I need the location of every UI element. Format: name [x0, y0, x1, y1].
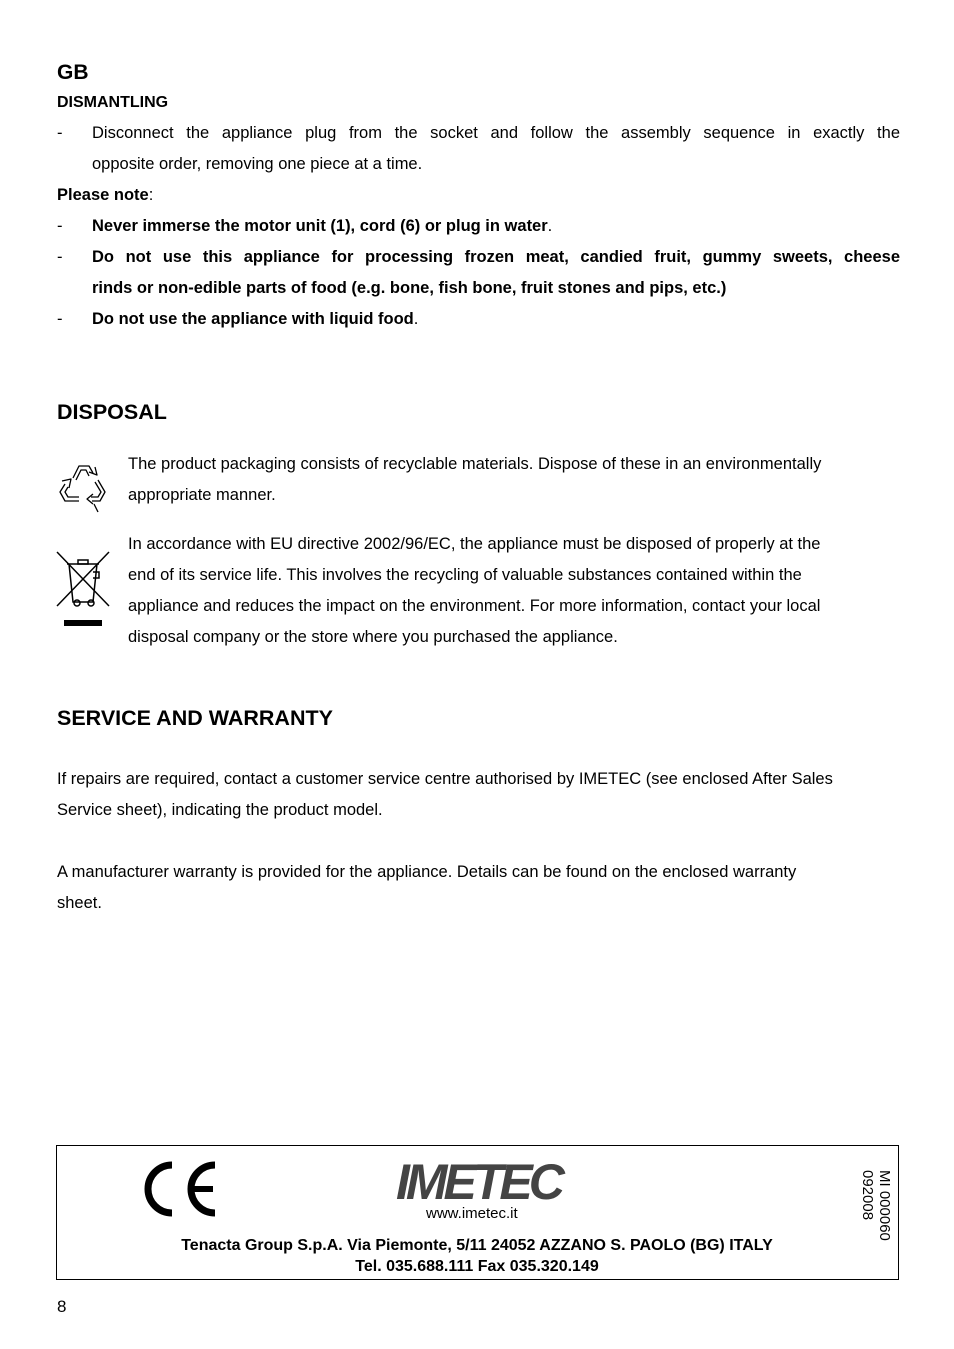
weee-line4: disposal company or the store where you purchased the appliance.: [128, 628, 618, 646]
weee-line2: end of its service life. This involves the recycling of valuable substances contained within the: [128, 566, 802, 584]
packaging-line2: appropriate manner.: [128, 486, 276, 504]
note-immerse-text: Never immerse the motor unit (1), cord (6) or plug in water.: [92, 217, 553, 235]
logo-text: IMETEC: [396, 1156, 561, 1206]
document-code-line1: MI 000060: [876, 1170, 893, 1241]
note-item-liquid: [57, 304, 900, 335]
repairs-line1: If repairs are required, contact a customer service centre authorised by IMETEC (see enclosed After Sales: [57, 770, 833, 788]
warranty-line1: A manufacturer warranty is provided for the appliance. Details can be found on the enclosed warranty: [57, 863, 797, 881]
document-code: [859, 1170, 933, 1260]
website: www.imetec.it: [426, 1205, 518, 1222]
recycling-icon: [55, 458, 113, 514]
page-number: 8: [57, 1297, 67, 1316]
dismantling-text-line1: Disconnect the appliance plug from the socket and follow the assembly sequence in exactly the: [92, 124, 900, 142]
ce-mark: [136, 1158, 218, 1220]
dismantling-item: [57, 118, 900, 180]
crossed-bin-icon: [53, 550, 113, 630]
bullet-dash: -: [57, 248, 63, 266]
note-frozen-line2: rinds or non-edible parts of food (e.g. bone, fish bone, fruit stones and pips, etc.): [92, 279, 727, 297]
note-item-immerse: [57, 211, 900, 242]
bullet-dash: -: [57, 217, 63, 235]
note-frozen-line1: Do not use this appliance for processing frozen meat, candied fruit, gummy sweets, cheese: [92, 248, 900, 266]
repairs-line2: Service sheet), indicating the product model.: [57, 801, 383, 819]
weee-line3: appliance and reduces the impact on the environment. For more information, contact your local: [128, 597, 821, 615]
bullet-dash: -: [57, 310, 63, 328]
language-code: GB: [57, 61, 89, 84]
disposal-heading: DISPOSAL: [57, 400, 167, 424]
packaging-line1: The product packaging consists of recyclable materials. Dispose of these in an environmentally: [128, 455, 822, 473]
bullet-dash: -: [57, 124, 63, 142]
weee-line1: In accordance with EU directive 2002/96/EC, the appliance must be disposed of properly at the: [128, 535, 821, 553]
document-code-line2: 092008: [859, 1170, 876, 1221]
dismantling-heading: DISMANTLING: [57, 94, 169, 111]
note-item-frozen: [57, 242, 900, 304]
note-liquid-text: Do not use the appliance with liquid food.: [92, 310, 419, 328]
service-heading: SERVICE AND WARRANTY: [57, 706, 333, 730]
dismantling-text-line2: opposite order, removing one piece at a time.: [92, 155, 423, 173]
warranty-line2: sheet.: [57, 894, 102, 912]
please-note-label: Please note:: [57, 186, 154, 204]
imetec-logo: [394, 1156, 566, 1206]
company-phone-fax: Tel. 035.688.111 Fax 035.320.149: [355, 1258, 599, 1275]
company-address: Tenacta Group S.p.A. Via Piemonte, 5/11 24052 AZZANO S. PAOLO (BG) ITALY: [181, 1237, 773, 1254]
